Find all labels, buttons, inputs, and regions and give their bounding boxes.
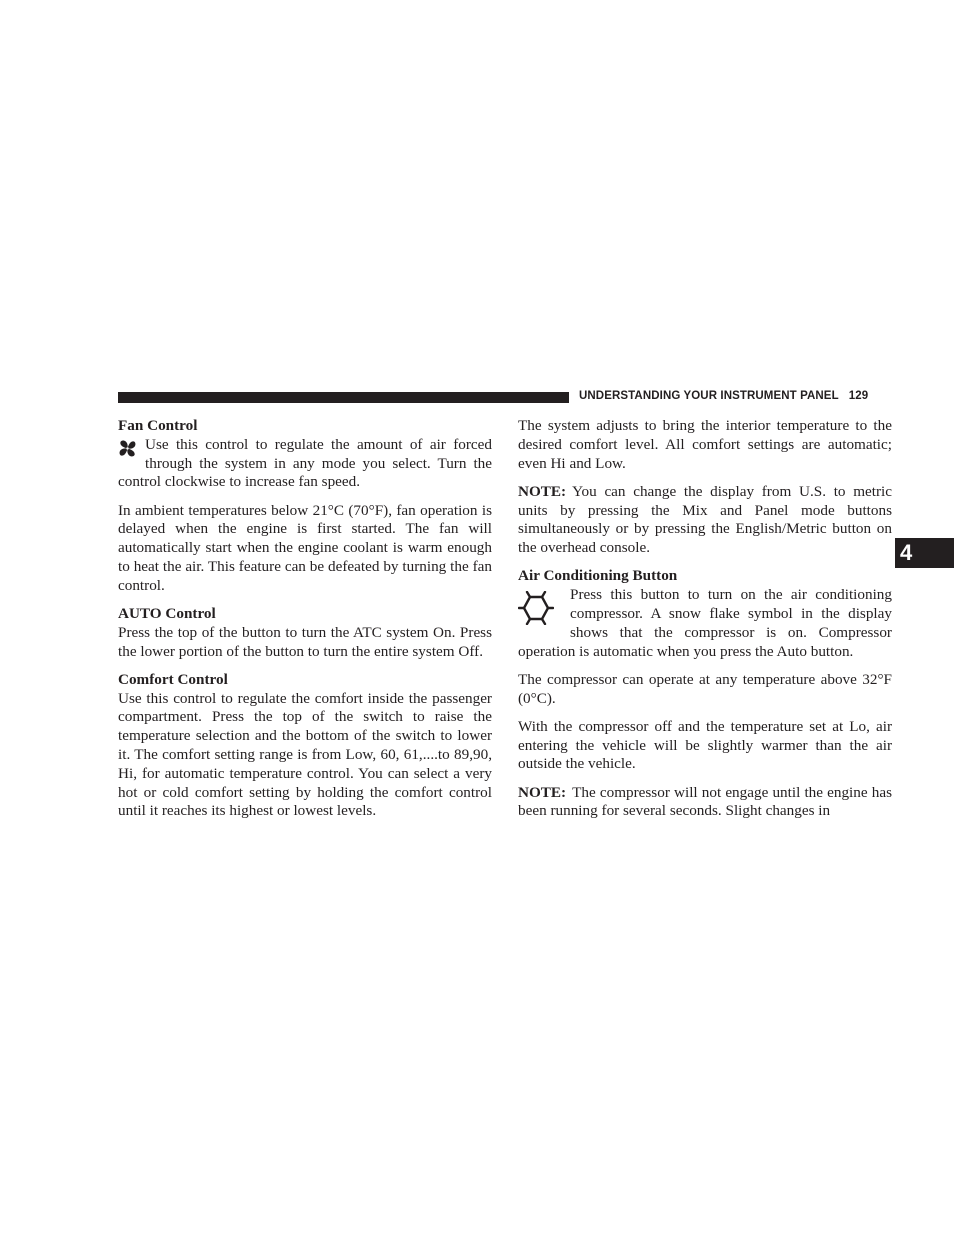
auto-control-heading: AUTO Control xyxy=(118,604,216,622)
fan-icon xyxy=(118,439,137,464)
ambient-paragraph: In ambient temperatures below 21°C (70°F), fan operation is delayed when the engine is first started. The fan will automatically start when the engine coolant is warm enough to heat the air. This feature can be defeated by turning the fan control. xyxy=(118,501,492,594)
fan-control-heading: Fan Control xyxy=(118,417,198,434)
section-title: UNDERSTANDING YOUR INSTRUMENT PANEL xyxy=(579,390,839,402)
note-label: NOTE: xyxy=(518,482,567,500)
system-paragraph: The system adjusts to bring the interior temperature to the desired comfort level. All comfort settings are automatic; even Hi and Low. xyxy=(518,417,892,472)
note-label: NOTE: xyxy=(518,783,567,801)
left-column xyxy=(118,417,492,831)
snowflake-icon xyxy=(518,589,562,631)
running-header xyxy=(579,390,868,402)
comfort-control-paragraph: Use this control to regulate the comfort inside the passenger compartment. Press the top of the switch to raise the temperature selection and the bottom of the switch to lower it. The comfort setting range is from Low, 60, 61,....to 89,90, Hi, for automatic temperature control. You can select a very hot or cold comfort setting by holding the comfort control until it reaches its highest or lowest levels. xyxy=(118,689,492,820)
header-rule xyxy=(118,392,569,403)
note-engage-paragraph xyxy=(518,784,892,822)
chapter-tab: 4 xyxy=(895,538,954,568)
right-column xyxy=(518,417,892,830)
air-conditioning-text: Press this button to turn on the air conditioning compressor. A snow flake symbol in the display shows that the compressor is on. Compressor operation is automatic when you press the Auto button. xyxy=(518,586,892,660)
auto-control-paragraph: Press the top of the button to turn the ATC system On. Press the lower portion of the button to turn the entire system Off. xyxy=(118,623,492,660)
air-conditioning-heading: Air Conditioning Button xyxy=(518,567,678,585)
fan-control-paragraph xyxy=(118,436,492,492)
compressor-paragraph: The compressor can operate at any temperature above 32°F (0°C). xyxy=(518,670,892,707)
air-conditioning-paragraph xyxy=(518,586,892,661)
note-display-text: You can change the display from U.S. to metric units by pressing the Mix and Panel mode buttons simultaneously or by pressing the English/Metric button on the overhead console. xyxy=(518,482,892,557)
note-engage-text: The compressor will not engage until the engine has been running for several seconds. Slight changes in xyxy=(518,783,892,820)
fan-control-text: Use this control to regulate the amount of air forced through the system in any mode you select. Turn the control clockwise to increase fan speed. xyxy=(118,435,492,491)
comfort-control-heading: Comfort Control xyxy=(118,670,228,688)
page-number: 129 xyxy=(848,390,869,402)
compressor-off-paragraph: With the compressor off and the temperature set at Lo, air entering the vehicle will be slightly warmer than the air outside the vehicle. xyxy=(518,717,892,773)
note-display-paragraph xyxy=(518,483,892,558)
